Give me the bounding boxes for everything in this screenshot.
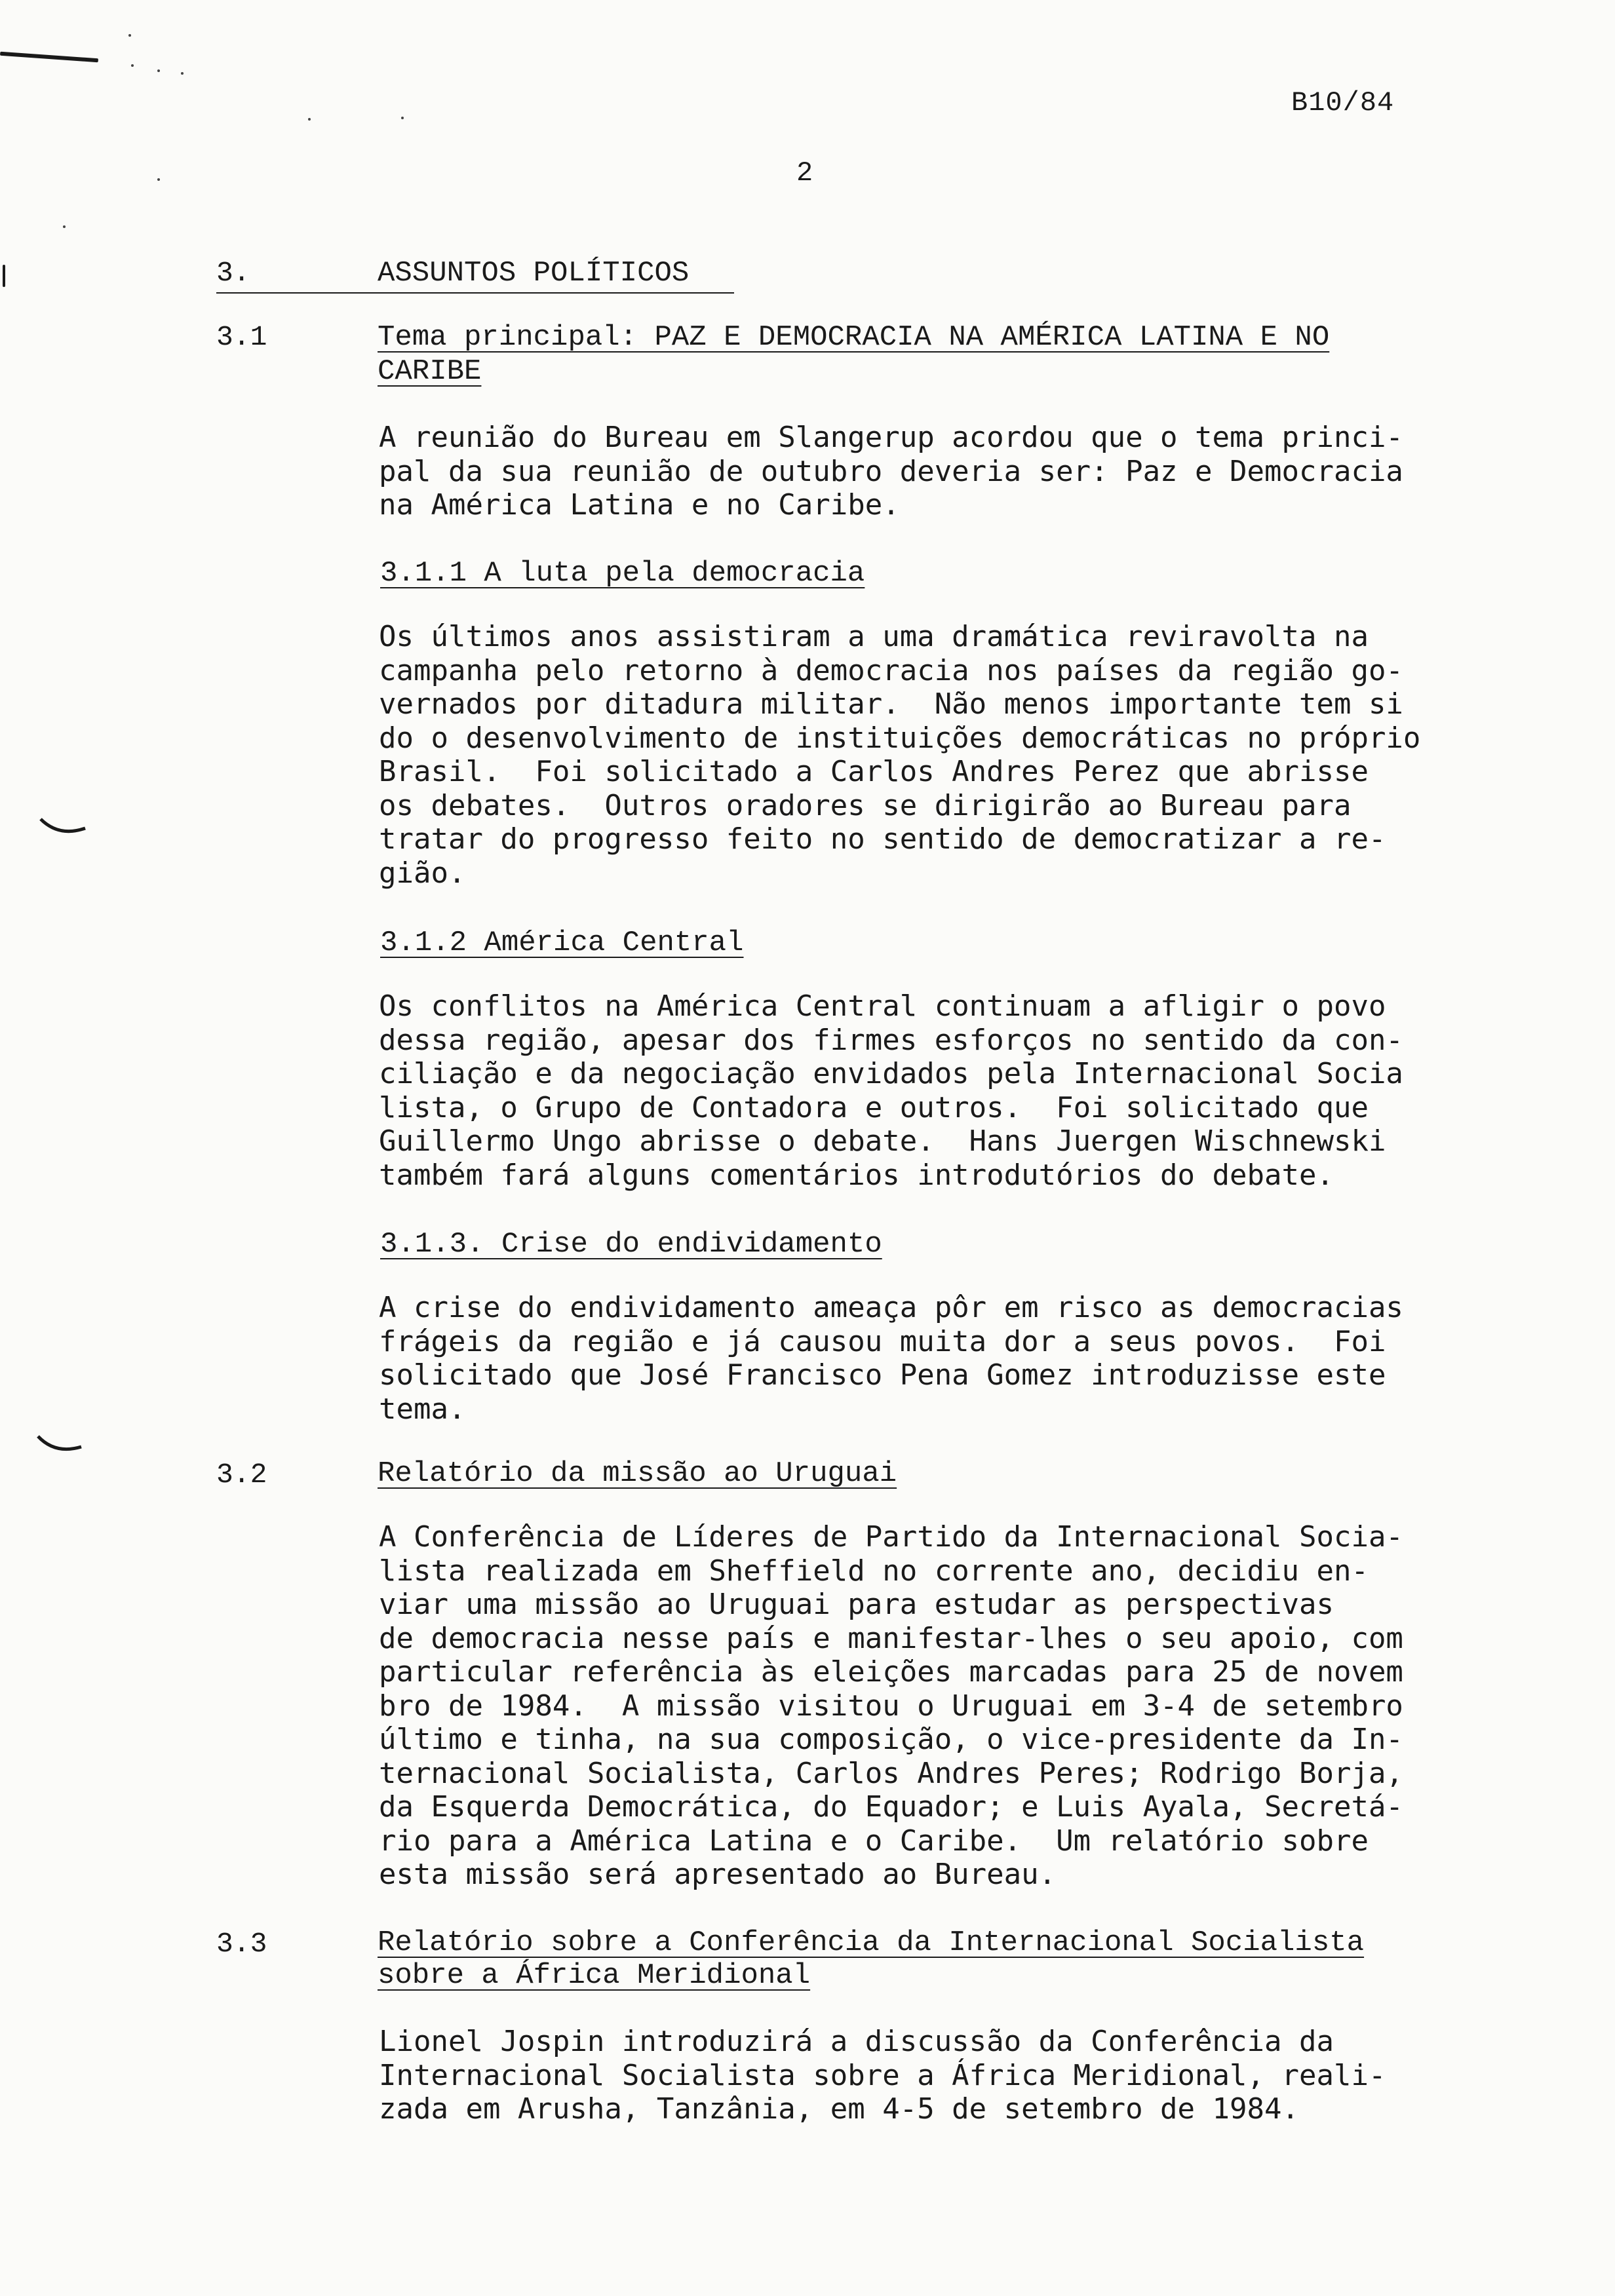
document-reference: B10/84 — [1291, 87, 1395, 119]
subsection-title-cont: CARIBE — [378, 355, 482, 388]
sub-subsection-title: 3.1.3. Crise do endividamento — [380, 1228, 882, 1261]
punch-hole-mark — [39, 813, 92, 839]
scan-dot — [308, 118, 311, 121]
subsection-title-cont: sobre a África Meridional — [378, 1959, 811, 1992]
paragraph: A crise do endividamento ameaça pôr em risco as democracias frágeis da região e já causou muita dor a seus povos. Foi solicitado que José Francisco Pena Gomez introduzisse este tema. — [379, 1291, 1403, 1426]
subsection-title: Tema principal: PAZ E DEMOCRACIA NA AMÉRICA LATINA E NO — [378, 321, 1330, 354]
subsection-title: Relatório sobre a Conferência da Internacional Socialista — [378, 1926, 1365, 1959]
scan-dot — [157, 69, 160, 72]
paragraph: Lionel Jospin introduzirá a discussão da Conferência da Internacional Socialista sobre a África Meridional, reali- zada em Arusha, Tanzânia, em 4-5 de setembro de 1984. — [379, 2025, 1386, 2126]
scan-dot — [131, 64, 134, 67]
scan-dot — [128, 34, 131, 37]
subsection-number: 3.2 — [216, 1459, 267, 1491]
scan-dot — [181, 72, 184, 75]
sub-subsection-title: 3.1.2 América Central — [380, 927, 744, 959]
section-number: 3. — [216, 257, 250, 289]
subsection-title: Relatório da missão ao Uruguai — [378, 1457, 897, 1490]
scan-mark-left-edge — [3, 265, 5, 287]
scan-mark-top-left — [0, 52, 98, 62]
section-rule — [216, 292, 734, 294]
section-title: ASSUNTOS POLÍTICOS — [378, 257, 690, 290]
subsection-number: 3.1 — [216, 321, 267, 353]
punch-hole-mark — [37, 1432, 89, 1459]
scan-dot — [63, 225, 66, 228]
sub-subsection-title: 3.1.1 A luta pela democracia — [380, 557, 865, 590]
scan-dot — [157, 178, 160, 181]
page-number: 2 — [796, 157, 813, 189]
paragraph: A Conferência de Líderes de Partido da Internacional Socia- lista realizada em Sheffield no corrente ano, decidiu en- viar uma missão ao Uruguai para estudar as perspectivas de democracia nesse país e manifestar-lhes o seu apoio, com particular referência às eleições marcadas para 25 de novem bro de 1984. A missão visitou o Uruguai em 3-4 de setembro último e tinha, na sua composição, o vice-presidente da In- ternacional Socialista, Carlos Andres Peres; Rodrigo Borja, da Esquerda Democrática, do Equador; e Luis Ayala, Secretá- rio para a América Latina e o Caribe. Um relatório sobre esta missão será apresentado ao Bureau. — [379, 1520, 1403, 1891]
paragraph: Os últimos anos assistiram a uma dramática reviravolta na campanha pelo retorno à democracia nos países da região go- vernados por ditadura militar. Não menos importante tem si do o desenvolvimento de instituições democráticas no próprio Brasil. Foi solicitado a Carlos Andres Perez que abrisse os debates. Outros oradores se dirigirão ao Bureau para tratar do progresso feito no sentido de democratizar a re- gião. — [379, 620, 1421, 890]
paragraph: Os conflitos na América Central continuam a afligir o povo dessa região, apesar dos firmes esforços no sentido da con- ciliação e da negociação envidados pela Internacional Socia lista, o Grupo de Contadora e outros. Foi solicitado que Guillermo Ungo abrisse o debate. Hans Juergen Wischnewski também fará alguns comentários introdutórios do debate. — [379, 989, 1403, 1192]
scan-dot — [401, 117, 404, 119]
paragraph: A reunião do Bureau em Slangerup acordou que o tema princi- pal da sua reunião de outubro deveria ser: Paz e Democracia na América Latina e no Caribe. — [379, 421, 1403, 522]
subsection-number: 3.3 — [216, 1928, 267, 1960]
